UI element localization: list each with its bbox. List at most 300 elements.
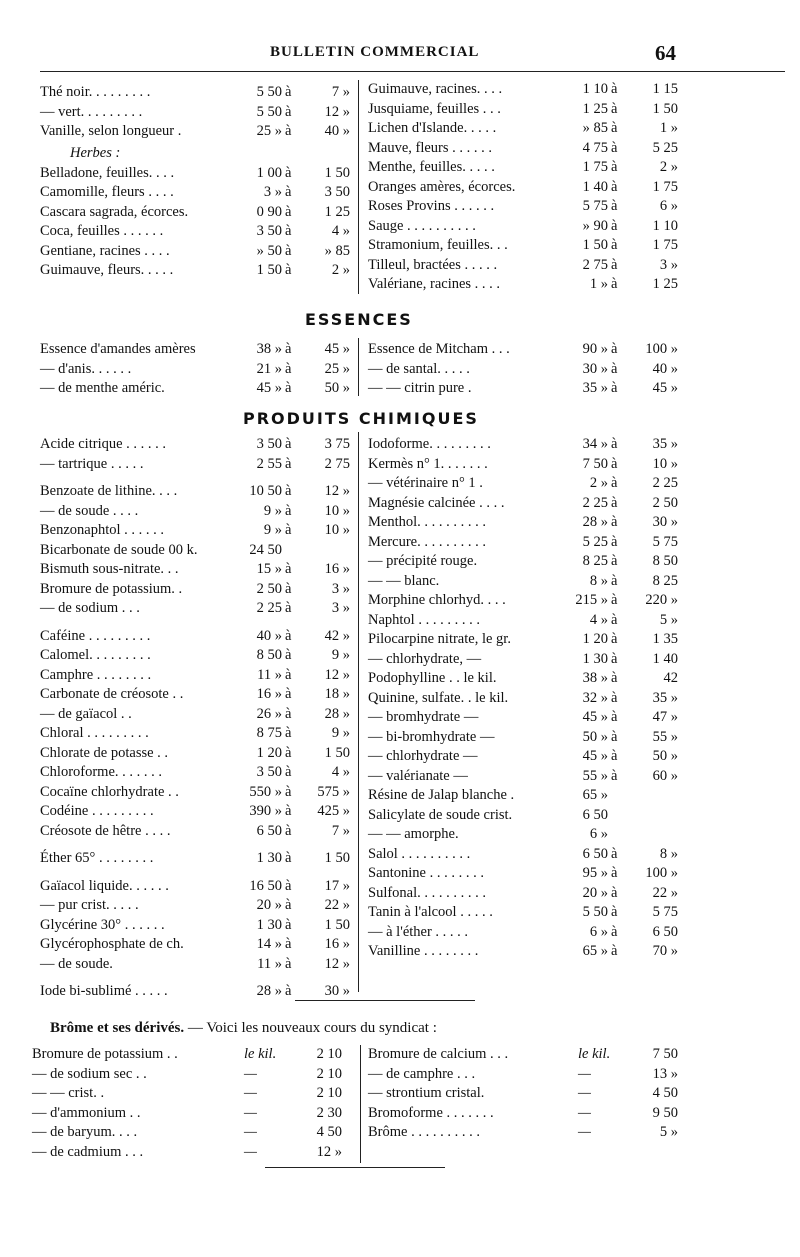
price-low: 2 50 — [256, 580, 282, 597]
price-row — [40, 103, 352, 123]
price-row — [368, 80, 688, 100]
price-separator: à — [611, 159, 618, 175]
item-name: Thé noir. . . . . . . . . — [40, 84, 151, 100]
price-low: 4 » — [589, 611, 608, 628]
price-row — [368, 845, 688, 865]
price-row — [40, 955, 352, 975]
price-separator: à — [611, 475, 618, 491]
price-separator: à — [285, 203, 292, 220]
price-low: 28 » — [256, 983, 282, 999]
page-title: BULLETIN COMMERCIAL — [270, 44, 480, 60]
price-high: 25 » — [324, 360, 350, 377]
price-separator: à — [611, 709, 618, 725]
price-low: 8 50 — [256, 647, 282, 663]
price-separator: à — [611, 689, 618, 706]
price-high: 18 » — [324, 686, 350, 702]
price-row — [368, 236, 688, 256]
price-high: 4 » — [331, 764, 350, 780]
item-name: Créosote de hêtre . . . . — [40, 822, 171, 839]
item-name: Sulfonal. . . . . . . . . . — [368, 884, 487, 901]
price-high: 2 25 — [652, 475, 678, 491]
item-name: Bromure de calcium . . . — [368, 1046, 509, 1062]
price-row — [368, 513, 688, 533]
price-separator: à — [285, 955, 292, 972]
item-name: Quinine, sulfate. . le kil. — [368, 689, 509, 706]
price-high: 12 » — [324, 483, 350, 499]
price-low: 9 » — [263, 502, 282, 519]
item-name: Bromoforme . . . . . . . — [368, 1104, 494, 1121]
price-high: 45 » — [324, 341, 350, 357]
price-row — [368, 942, 688, 962]
price-separator: à — [285, 223, 292, 239]
section-rule — [265, 1167, 445, 1168]
price-row — [368, 1045, 688, 1065]
price-row — [40, 916, 352, 936]
unit: — — [244, 1085, 257, 1101]
price-high: 50 » — [324, 380, 350, 396]
price-row — [40, 560, 352, 580]
price-low: 90 » — [582, 341, 608, 357]
herbs-right-column — [368, 80, 688, 295]
item-name: Cocaïne chlorhydrate . . — [40, 783, 179, 800]
price-low: 45 » — [256, 380, 282, 396]
price-separator: à — [285, 360, 292, 377]
price-separator: à — [285, 164, 292, 181]
price-low: 1 30 — [256, 850, 282, 866]
price-high: 40 » — [324, 123, 350, 139]
item-name: Glycérine 30° . . . . . . — [40, 916, 165, 933]
item-name: — pur crist. . . . . — [40, 897, 139, 913]
price-high: 1 75 — [652, 178, 678, 195]
price-row — [368, 360, 688, 380]
price-row — [40, 744, 352, 764]
price-high: 1 15 — [652, 81, 678, 97]
price-high: 28 » — [324, 705, 350, 722]
row-gap — [40, 841, 352, 849]
price-row — [40, 435, 352, 455]
item-name: — de santal. . . . . — [368, 360, 470, 377]
price-low: 7 50 — [582, 455, 608, 472]
price: 13 » — [652, 1065, 678, 1082]
item-name: — chlorhydrate, — — [368, 650, 482, 667]
price-high: 35 » — [652, 436, 678, 452]
item-name: Valériane, racines . . . . — [368, 276, 501, 292]
price-low: 2 25 — [582, 494, 608, 511]
price-low: 4 75 — [582, 139, 608, 156]
price-high: 60 » — [652, 767, 678, 784]
price: 4 50 — [316, 1124, 342, 1140]
price-row — [40, 541, 352, 561]
price-row — [40, 646, 352, 666]
item-name: — vétérinaire n° 1 . — [368, 475, 483, 491]
item-name: Benzoate de lithine. . . . — [40, 483, 178, 499]
price-separator: à — [611, 865, 618, 881]
price-row — [40, 849, 352, 869]
price-separator: à — [285, 262, 292, 278]
price-separator: à — [611, 728, 618, 745]
price-separator: à — [285, 897, 292, 913]
item-name: Menthe, feuilles. . . . . — [368, 159, 495, 175]
price-row — [32, 1065, 357, 1085]
price-row — [40, 763, 352, 783]
price-row — [368, 1084, 688, 1104]
price: 5 » — [659, 1124, 678, 1140]
price-separator: à — [285, 436, 292, 452]
price: 12 » — [316, 1143, 342, 1160]
price-low: 1 10 — [582, 81, 608, 97]
price-low: 65 » — [582, 943, 608, 959]
price-separator: à — [611, 670, 618, 686]
item-name: Magnésie calcinée . . . . — [368, 494, 505, 511]
price-low: 50 » — [582, 728, 608, 745]
item-name: Naphtol . . . . . . . . . — [368, 611, 480, 628]
price-high: 1 75 — [652, 237, 678, 253]
price-high: 6 50 — [652, 923, 678, 940]
item-name: — — blanc. — [368, 572, 440, 589]
item-name: Tilleul, bractées . . . . . — [368, 256, 498, 273]
price-row — [40, 896, 352, 916]
item-name: Éther 65° . . . . . . . . — [40, 850, 154, 866]
price-low: 6 » — [589, 826, 608, 842]
price-row — [40, 580, 352, 600]
price-separator: à — [611, 198, 618, 214]
price-high: 2 75 — [324, 455, 350, 472]
row-gap — [40, 974, 352, 982]
price-row — [32, 1104, 357, 1124]
price-row — [368, 591, 688, 611]
price-high: 3 » — [331, 580, 350, 597]
price-row — [368, 256, 688, 276]
unit: — — [244, 1104, 257, 1121]
item-name: — d'anis. . . . . . — [40, 360, 132, 377]
price-low: 1 » — [589, 276, 608, 292]
price-high: 55 » — [652, 728, 678, 745]
price-row — [368, 611, 688, 631]
price-low: » 85 — [582, 120, 608, 136]
price-low: 2 75 — [582, 256, 608, 273]
unit: — — [244, 1143, 257, 1160]
section-produits-chimiques: PRODUITS CHIMIQUES — [243, 409, 479, 428]
price-separator: à — [285, 455, 292, 472]
price-high: 1 50 — [324, 744, 350, 761]
price-row — [32, 1143, 357, 1163]
item-name: — à l'éther . . . . . — [368, 923, 469, 940]
price-separator: à — [285, 936, 292, 952]
price-separator: à — [611, 237, 618, 253]
price-low: 16 » — [256, 686, 282, 702]
item-name: Pilocarpine nitrate, le gr. — [368, 631, 511, 647]
item-name: — de camphre . . . — [368, 1065, 476, 1082]
item-name: Iode bi-sublimé . . . . . — [40, 983, 168, 999]
header-rule — [40, 71, 785, 72]
subheading: Herbes : — [70, 144, 121, 161]
price-row — [368, 864, 688, 884]
price-row — [368, 217, 688, 237]
price-row — [368, 669, 688, 689]
row-gap — [40, 619, 352, 627]
price-separator: à — [611, 341, 618, 357]
price-row — [32, 1084, 357, 1104]
price-row — [368, 650, 688, 670]
price-low: 20 » — [256, 897, 282, 913]
column-divider — [358, 80, 359, 294]
price-low: 38 » — [256, 341, 282, 357]
price-low: 3 50 — [256, 223, 282, 239]
price-row — [368, 806, 688, 826]
item-name: — de soude . . . . — [40, 502, 139, 519]
price-high: 9 » — [331, 725, 350, 741]
item-name: Résine de Jalap blanche . — [368, 787, 515, 803]
item-name: Acide citrique . . . . . . — [40, 436, 167, 452]
item-name: Kermès n° 1. . . . . . . — [368, 455, 488, 472]
item-name: — de cadmium . . . — [32, 1143, 144, 1160]
price-separator: à — [285, 522, 292, 538]
price-high: 7 » — [331, 822, 350, 839]
item-name: Bicarbonate de soude 00 k. — [40, 541, 198, 558]
item-name: Belladone, feuilles. . . . — [40, 164, 175, 181]
price-separator: à — [285, 483, 292, 499]
price-separator: à — [285, 647, 292, 663]
price-separator: à — [285, 744, 292, 761]
price-separator: à — [285, 983, 292, 999]
price-high: 42 » — [324, 627, 350, 644]
price: 2 10 — [316, 1065, 342, 1082]
price-high: 5 » — [659, 611, 678, 628]
price-row — [368, 435, 688, 455]
price-low: 55 » — [582, 767, 608, 784]
price-row — [368, 630, 688, 650]
price: 4 50 — [652, 1085, 678, 1101]
price-separator: à — [611, 592, 618, 608]
price-low: 65 » — [582, 787, 608, 803]
price-high: 42 — [663, 670, 678, 686]
price-row — [368, 100, 688, 120]
price-high: 6 » — [659, 198, 678, 214]
price-high: 1 40 — [652, 650, 678, 667]
item-name: Essence d'amandes amères — [40, 341, 196, 357]
price-separator: à — [285, 103, 292, 120]
price-high: 35 » — [652, 689, 678, 706]
price-row — [40, 599, 352, 619]
price-row — [40, 724, 352, 744]
price-row — [40, 802, 352, 822]
item-name: — bromhydrate — — [368, 709, 479, 725]
price-low: 3 50 — [256, 436, 282, 452]
price-low: » 90 — [582, 217, 608, 234]
item-name: — de soude. — [40, 955, 113, 972]
price-high: 10 » — [324, 502, 350, 519]
price-low: 1 50 — [256, 262, 282, 278]
price-row — [40, 705, 352, 725]
item-name: Salicylate de soude crist. — [368, 806, 513, 823]
price-low: 9 » — [263, 522, 282, 538]
item-name: Chlorate de potasse . . — [40, 744, 169, 761]
price-low: 5 25 — [582, 533, 608, 550]
unit: — — [578, 1085, 591, 1101]
item-name: Morphine chlorhyd. . . . — [368, 592, 506, 608]
price-low: 5 50 — [256, 103, 282, 120]
brome-heading — [50, 1020, 437, 1037]
item-name: Chloroforme. . . . . . . — [40, 764, 163, 780]
price-row — [40, 242, 352, 262]
item-name: — — amorphe. — [368, 826, 459, 842]
price-separator: à — [285, 803, 292, 819]
price-row — [368, 689, 688, 709]
price-high: 2 » — [331, 262, 350, 278]
price-separator: à — [285, 725, 292, 741]
price-row — [368, 923, 688, 943]
price-row — [368, 786, 688, 806]
price-high: 2 » — [659, 159, 678, 175]
price-low: 30 » — [582, 360, 608, 377]
price-low: 6 50 — [256, 822, 282, 839]
price-low: 95 » — [582, 865, 608, 881]
price-low: 1 40 — [582, 178, 608, 195]
price: 9 50 — [652, 1104, 678, 1121]
price-high: 5 25 — [652, 139, 678, 156]
price: 2 10 — [316, 1046, 342, 1062]
item-name: Chloral . . . . . . . . . — [40, 725, 149, 741]
price-low: 0 90 — [256, 203, 282, 220]
item-name: — bi-bromhydrate — — [368, 728, 495, 745]
price-row — [40, 822, 352, 842]
item-name: Guimauve, fleurs. . . . . — [40, 262, 174, 278]
item-name: — valérianate — — [368, 767, 468, 784]
item-name: Bismuth sous-nitrate. . . — [40, 561, 179, 577]
price-row — [368, 1065, 688, 1085]
item-name: — chlorhydrate — — [368, 748, 478, 764]
item-name: Sauge . . . . . . . . . . — [368, 217, 476, 234]
item-name: Roses Provins . . . . . . — [368, 198, 495, 214]
item-name: Camomille, fleurs . . . . — [40, 184, 174, 200]
item-name: Bromure de potassium. . — [40, 580, 183, 597]
price-low: 1 50 — [582, 237, 608, 253]
price-separator: à — [611, 217, 618, 234]
price-separator: à — [285, 686, 292, 702]
price-low: » 50 — [256, 242, 282, 259]
price-low: 6 50 — [582, 806, 608, 823]
unit: — — [244, 1065, 257, 1082]
price-high: 1 10 — [652, 217, 678, 234]
price-high: 1 35 — [652, 631, 678, 647]
price-low: 5 50 — [256, 84, 282, 100]
column-divider — [358, 338, 359, 396]
price-low: 40 » — [256, 627, 282, 644]
price-low: 11 » — [257, 955, 282, 972]
row-gap — [40, 474, 352, 482]
price-low: 45 » — [582, 709, 608, 725]
price-high: 10 » — [324, 522, 350, 538]
price-low: 3 » — [263, 184, 282, 200]
price-row — [40, 83, 352, 103]
price-row — [368, 1104, 688, 1124]
price-row — [40, 482, 352, 502]
brome-right-column — [368, 1045, 688, 1143]
brome-left-column — [32, 1045, 357, 1162]
price-separator: à — [611, 923, 618, 940]
item-name: — de sodium sec . . — [32, 1065, 147, 1082]
brome-heading-text: — Voici les nouveaux cours du syndicat : — [184, 1020, 437, 1036]
price-row — [368, 494, 688, 514]
price-row — [368, 572, 688, 592]
price-high: 22 » — [324, 897, 350, 913]
price-row — [40, 340, 352, 360]
item-name: Gentiane, racines . . . . — [40, 242, 170, 259]
price-separator: à — [611, 514, 618, 530]
price-row — [368, 474, 688, 494]
price-row — [40, 982, 352, 1002]
price-high: 47 » — [652, 709, 678, 725]
price-row — [368, 455, 688, 475]
price-high: 50 » — [652, 748, 678, 764]
price-high: 70 » — [652, 943, 678, 959]
row-gap — [40, 869, 352, 877]
price-high: 40 » — [652, 360, 678, 377]
column-divider — [360, 1045, 361, 1163]
item-name: Menthol. . . . . . . . . . — [368, 514, 487, 530]
price-low: 35 » — [582, 380, 608, 396]
unit: — — [244, 1124, 257, 1140]
essences-right-column — [368, 340, 688, 399]
item-name: Camphre . . . . . . . . — [40, 666, 152, 683]
price-separator: à — [285, 502, 292, 519]
price-separator: à — [611, 845, 618, 862]
price-high: 3 » — [659, 256, 678, 273]
price-low: 34 » — [582, 436, 608, 452]
price-low: 8 25 — [582, 553, 608, 569]
price-row — [368, 119, 688, 139]
price-separator: à — [611, 436, 618, 452]
item-name: Iodoforme. . . . . . . . . — [368, 436, 491, 452]
price-separator: à — [611, 650, 618, 667]
unit: — — [578, 1124, 591, 1140]
price-separator: à — [611, 631, 618, 647]
price-low: 10 50 — [249, 483, 282, 499]
item-name: Santonine . . . . . . . . — [368, 865, 484, 881]
price-low: 5 75 — [582, 198, 608, 214]
price-high: 1 50 — [324, 164, 350, 181]
item-name: Vanille, selon longueur . — [40, 123, 182, 139]
item-name: Mauve, fleurs . . . . . . — [368, 139, 493, 156]
chemicals-right-column — [368, 435, 688, 962]
price-high: 16 » — [324, 936, 350, 952]
price-low: 215 » — [575, 592, 608, 608]
price-separator: à — [285, 627, 292, 644]
item-name: Vanilline . . . . . . . . — [368, 943, 479, 959]
item-name: Lichen d'Islande. . . . . — [368, 120, 497, 136]
price-low: 1 20 — [256, 744, 282, 761]
price-high: 5 75 — [652, 904, 678, 920]
price-row — [368, 552, 688, 572]
price-row — [40, 261, 352, 281]
price-low: 5 50 — [582, 904, 608, 920]
price-separator: à — [611, 81, 618, 97]
price-low: 390 » — [249, 803, 282, 819]
price-high: 22 » — [652, 884, 678, 901]
price-separator: à — [611, 276, 618, 292]
price-low: 8 » — [589, 572, 608, 589]
price-high: 12 » — [324, 666, 350, 683]
price-high: 9 » — [331, 647, 350, 663]
price-high: 45 » — [652, 380, 678, 396]
item-name: — d'ammonium . . — [32, 1104, 141, 1121]
price-row — [40, 360, 352, 380]
price-separator: à — [285, 783, 292, 800]
price-low: 26 » — [256, 705, 282, 722]
price-low: 38 » — [582, 670, 608, 686]
price-high: 100 » — [645, 865, 678, 881]
item-name: Salol . . . . . . . . . . — [368, 845, 471, 862]
